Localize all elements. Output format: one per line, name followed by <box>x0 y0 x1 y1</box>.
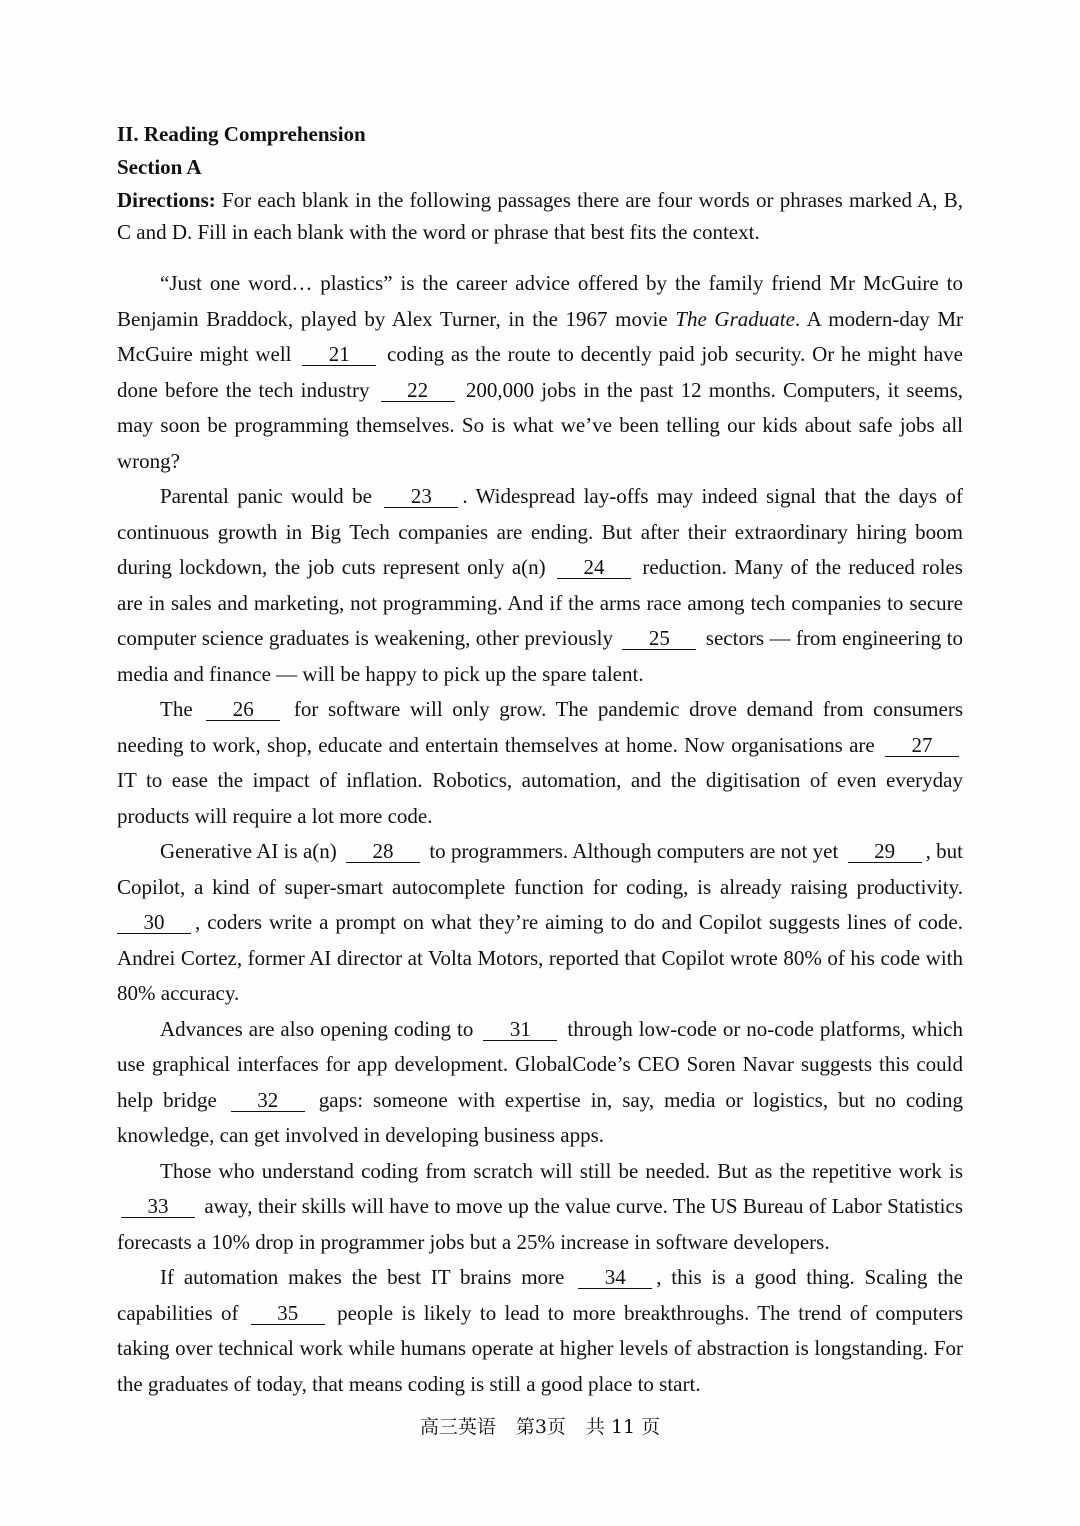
paragraph-text: people is likely to lead to more breakthroughs. The trend of computers taking over technical work while humans operate at higher levels of abstraction is longstanding. For the graduates of today, that means coding is still a good place to start. <box>117 1300 963 1396</box>
blank-26[interactable]: 26 <box>206 698 280 721</box>
directions-label: Directions: <box>117 188 216 212</box>
footer-subject: 高三英语 <box>419 1416 496 1438</box>
paragraph-text: Advances are also opening coding to <box>160 1016 480 1041</box>
blank-35[interactable]: 35 <box>251 1302 325 1325</box>
paragraph-text: Generative AI is a(n) <box>160 839 343 863</box>
paragraph-text: Those who understand coding from scratch will still be needed. But as the repetitive work is <box>160 1158 963 1183</box>
paragraph-text: . A modern-day Mr McGuire might well <box>117 306 964 366</box>
page-footer <box>0 1412 1080 1439</box>
paragraph-text: away, their skills will have to move up the value curve. The US Bureau of Labor Statistics forecasts a 10% drop in programmer jobs but a 25% increase in software developers. <box>117 1194 963 1254</box>
passage-paragraph <box>117 1260 963 1402</box>
paragraph-text: “Just one word… plastics” is the career advice offered by the family friend Mr McGuire to Benjamin Braddock, played by Alex Turner, in the 1967 movie <box>117 271 963 331</box>
paragraph-text: sectors — from engineering to media and finance — will be happy to pick up the spare talent. <box>117 626 963 686</box>
blank-23[interactable]: 23 <box>384 485 458 508</box>
paragraph-text: Parental panic would be <box>160 484 381 508</box>
footer-total-pages: 共 11 页 <box>585 1416 661 1438</box>
directions-text: For each blank in the following passages there are four words or phrases marked A, B, C and D. Fill in each blank with the word or phrase that best fits the context. <box>117 188 963 244</box>
passage-paragraph <box>117 266 963 479</box>
paragraph-text: reduction. Many of the reduced roles are in sales and marketing, not programming. And if the arms race among tech companies to secure computer science graduates is weakening, other previously <box>117 555 963 650</box>
blank-32[interactable]: 32 <box>231 1089 305 1112</box>
paragraph-text: gaps: someone with expertise in, say, media or logistics, but no coding knowledge, can get involved in developing business apps. <box>117 1087 963 1147</box>
paragraph-text: , coders write a prompt on what they’re aiming to do and Copilot suggests lines of code. Andrei Cortez, former AI director at Volta Motors, reported that Copilot wrote 80% of his code with 80% accuracy. <box>117 910 963 1005</box>
reading-passage <box>117 266 963 1402</box>
paragraph-text: coding as the route to decently paid job security. Or he might have done before the tech industry <box>117 342 963 402</box>
passage-paragraph <box>117 1012 963 1154</box>
blank-34[interactable]: 34 <box>578 1266 652 1289</box>
paragraph-text: The <box>160 697 203 721</box>
passage-paragraph <box>117 1154 963 1261</box>
paragraph-text: through low-code or no-code platforms, which use graphical interfaces for app development. GlobalCode’s CEO Soren Navar suggests this could help bridge <box>117 1016 963 1112</box>
paragraph-text: to programmers. Although computers are not yet <box>424 839 844 863</box>
paragraph-text: If automation makes the best IT brains more <box>160 1265 575 1289</box>
passage-paragraph <box>117 692 963 834</box>
footer-page-number: 第3页 <box>515 1416 566 1438</box>
blank-22[interactable]: 22 <box>381 379 455 402</box>
blank-30[interactable]: 30 <box>117 911 191 934</box>
paragraph-text: 200,000 jobs in the past 12 months. Computers, it seems, may soon be programming themselves. So is what we’ve been telling our kids about safe jobs all wrong? <box>117 377 963 473</box>
blank-27[interactable]: 27 <box>885 734 959 757</box>
paragraph-text: , this is a good thing. Scaling the capabilities of <box>117 1265 964 1325</box>
blank-24[interactable]: 24 <box>557 556 631 579</box>
blank-31[interactable]: 31 <box>483 1018 557 1041</box>
blank-29[interactable]: 29 <box>848 840 922 863</box>
paragraph-text: , but Copilot, a kind of super-smart autocomplete function for coding, is already raising productivity. <box>117 839 963 899</box>
passage-paragraph <box>117 834 963 1012</box>
paragraph-text: . Widespread lay-offs may indeed signal that the days of continuous growth in Big Tech companies are ending. But after their extraordinary hiring boom during lockdown, the job cuts represent only a(n) <box>117 484 963 579</box>
subsection-title: Section A <box>117 155 202 179</box>
movie-title: The Graduate <box>675 306 795 331</box>
blank-28[interactable]: 28 <box>346 840 420 863</box>
blank-21[interactable]: 21 <box>302 343 376 366</box>
passage-paragraph <box>117 479 963 692</box>
paragraph-text: for software will only grow. The pandemic drove demand from consumers needing to work, shop, educate and entertain themselves at home. Now organisations are <box>117 697 963 757</box>
blank-25[interactable]: 25 <box>622 627 696 650</box>
page-content <box>117 118 963 1402</box>
section-title: II. Reading Comprehension <box>117 122 366 146</box>
directions <box>117 184 963 248</box>
blank-33[interactable]: 33 <box>121 1195 195 1218</box>
paragraph-text: IT to ease the impact of inflation. Robotics, automation, and the digitisation of even everyday products will require a lot more code. <box>117 768 963 828</box>
